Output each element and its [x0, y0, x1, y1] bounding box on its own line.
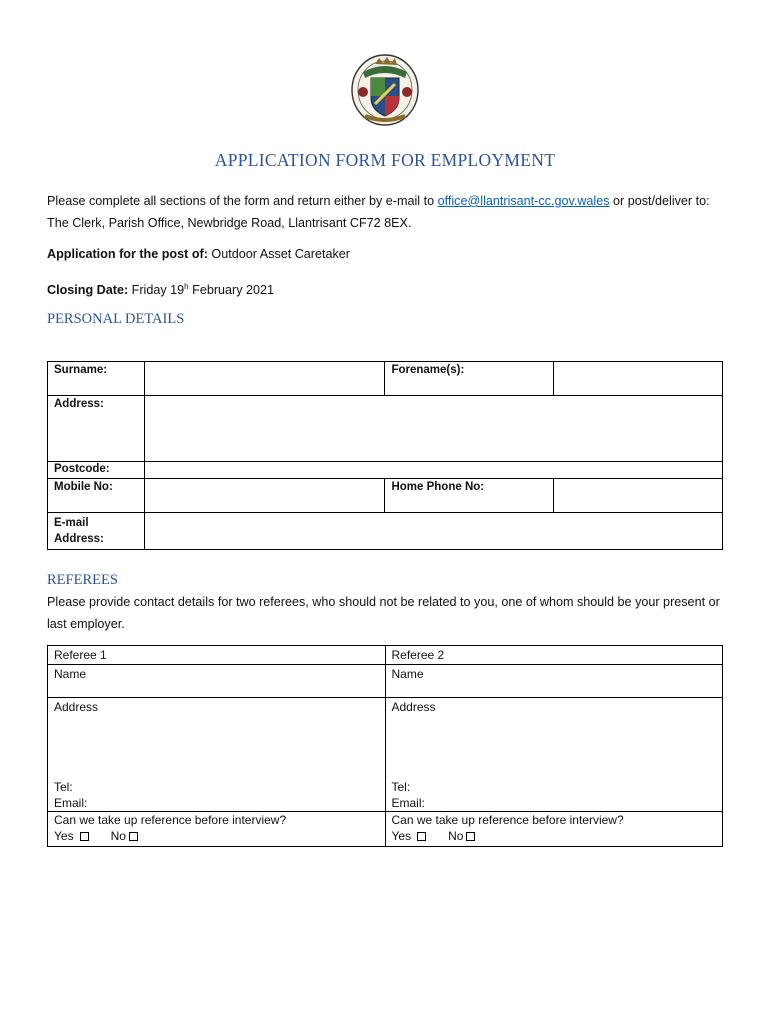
referee-1-email-field[interactable]: Email:	[48, 796, 386, 812]
email-address-field[interactable]	[144, 513, 722, 550]
referee-2-yes-checkbox[interactable]	[417, 832, 426, 841]
surname-label: Surname:	[48, 362, 145, 396]
referee-1-tel-field[interactable]: Tel:	[48, 780, 386, 796]
referee-2-email-field[interactable]: Email:	[385, 796, 723, 812]
closing-value-pre: Friday 19	[128, 283, 185, 298]
post-label: Application for the post of:	[47, 247, 208, 261]
email-link[interactable]: office@llantrisant-cc.gov.wales	[437, 194, 610, 208]
referee-1-address-field[interactable]: Address	[48, 698, 386, 780]
email-label-line1: E-mail	[54, 517, 89, 529]
council-crest	[349, 52, 421, 128]
personal-details-table	[47, 361, 723, 550]
referee-2-consent	[385, 812, 723, 847]
forenames-field[interactable]	[554, 362, 723, 396]
referee-2-address-field[interactable]: Address	[385, 698, 723, 780]
referees-heading: REFEREES	[47, 572, 118, 588]
referee-1-name-field[interactable]: Name	[48, 665, 386, 698]
referee-2-name-field[interactable]: Name	[385, 665, 723, 698]
referee-2-title: Referee 2	[385, 646, 723, 665]
referees-intro: Please provide contact details for two referees, who should not be related to you, one of whom should be your present or last employer.	[47, 595, 720, 631]
intro-after: or post/deliver to: The Clerk, Parish Office, Newbridge Road, Llantrisant CF72 8EX.	[47, 194, 710, 230]
referee-2-yes-label: Yes	[391, 829, 412, 843]
referees-table	[47, 645, 723, 847]
referee-2-tel-field[interactable]: Tel:	[385, 780, 723, 796]
address-label: Address:	[48, 396, 145, 462]
forenames-label: Forename(s):	[385, 362, 554, 396]
closing-value-post: February 2021	[188, 283, 275, 298]
closing-line	[47, 276, 727, 301]
email-label-line2: Address:	[54, 533, 104, 545]
postcode-label: Postcode:	[48, 462, 145, 479]
referee-1-title: Referee 1	[48, 646, 386, 665]
referee-1-yes-checkbox[interactable]	[80, 832, 89, 841]
referee-1-yes-label: Yes	[54, 829, 74, 843]
intro-before: Please complete all sections of the form and return either by e-mail to	[47, 194, 438, 208]
referee-1-question: Can we take up reference before interview?	[54, 813, 287, 827]
personal-details-heading: PERSONAL DETAILS	[47, 311, 185, 327]
home-phone-field[interactable]	[554, 479, 723, 513]
home-phone-label: Home Phone No:	[385, 479, 554, 513]
postcode-field[interactable]	[144, 462, 722, 479]
form-title: APPLICATION FORM FOR EMPLOYMENT	[214, 150, 556, 170]
mobile-label: Mobile No:	[48, 479, 145, 513]
intro-text	[47, 190, 727, 234]
mobile-field[interactable]	[144, 479, 385, 513]
referee-2-no-checkbox[interactable]	[466, 832, 475, 841]
closing-sup: h	[184, 282, 189, 291]
closing-label: Closing Date:	[47, 283, 129, 298]
referee-1-no-checkbox[interactable]	[129, 832, 138, 841]
referee-2-question: Can we take up reference before interview?	[391, 813, 624, 827]
referee-1-consent	[48, 812, 386, 847]
post-value: Outdoor Asset Caretaker	[207, 247, 351, 261]
address-field[interactable]	[144, 396, 722, 462]
email-address-label	[48, 513, 145, 550]
referee-1-no-label: No	[110, 829, 126, 843]
surname-field[interactable]	[144, 362, 385, 396]
post-line	[47, 243, 727, 265]
referee-2-no-label: No	[448, 829, 464, 843]
